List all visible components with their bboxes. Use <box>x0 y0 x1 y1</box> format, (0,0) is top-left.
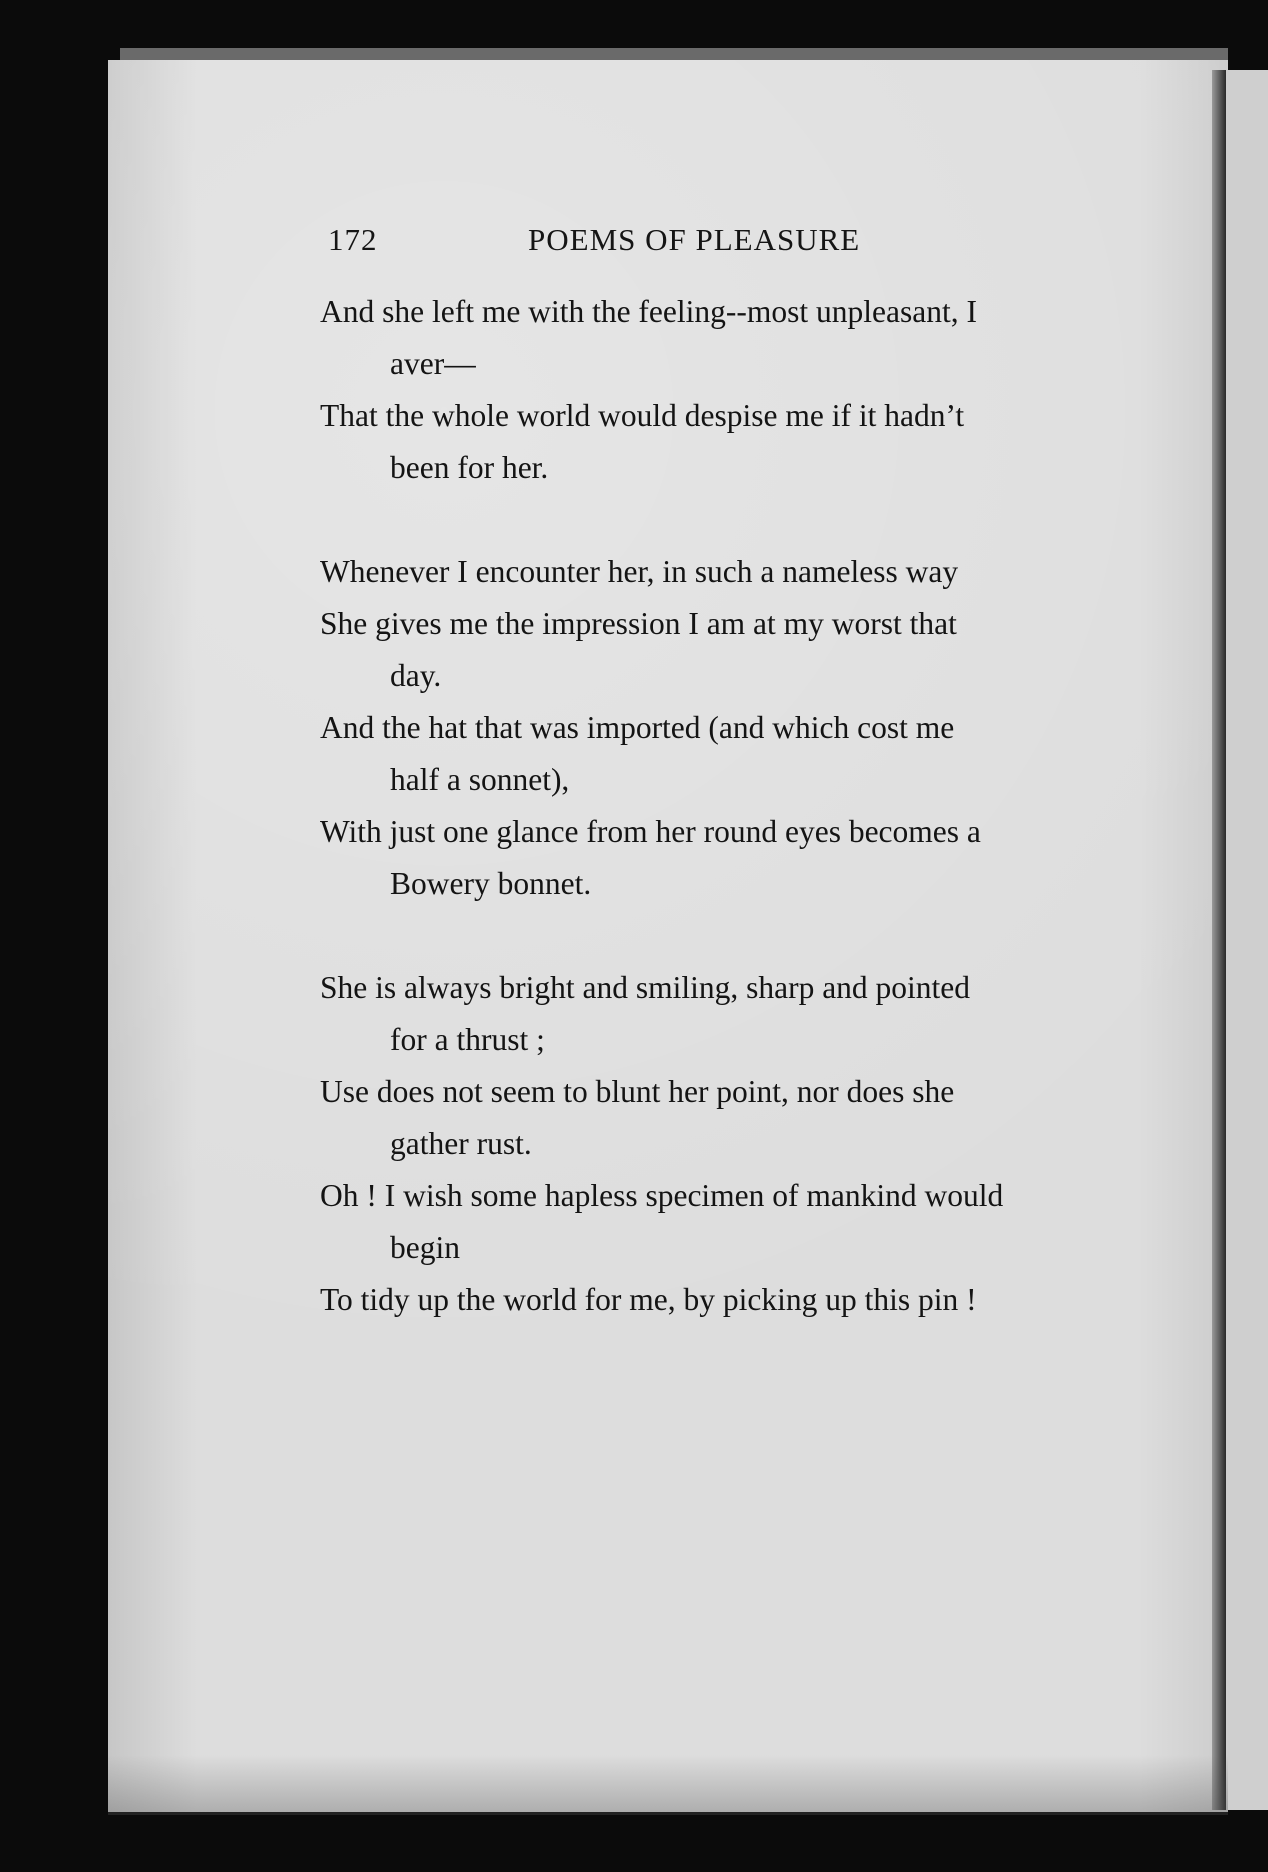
verse-line-continuation: gather rust. <box>390 1126 532 1161</box>
verse-line-continuation: Bowery bonnet. <box>390 866 592 901</box>
stanza <box>320 286 1120 494</box>
verse-line-continuation: aver— <box>390 346 476 381</box>
page-number: 172 <box>328 222 378 257</box>
verse-line: That the whole world would despise me if it hadn’t <box>320 398 965 433</box>
stanza <box>320 962 1120 1326</box>
verse-line: And she left me with the feeling--most unpleasant, I <box>320 294 977 329</box>
verse-line: Whenever I encounter her, in such a nameless way <box>320 554 959 589</box>
verse-line: And the hat that was imported (and which cost me <box>320 710 955 745</box>
verse-line: Use does not seem to blunt her point, nor does she <box>320 1074 955 1109</box>
adjacent-page-edge <box>1226 70 1268 1810</box>
verse-line-continuation: half a sonnet), <box>390 762 570 797</box>
verse-line: Oh ! I wish some hapless specimen of mankind would <box>320 1178 1004 1213</box>
stanza <box>320 546 1120 910</box>
page-bottom-edge <box>108 1755 1228 1815</box>
verse-line: She is always bright and smiling, sharp and pointed <box>320 970 971 1005</box>
running-title: POEMS OF PLEASURE <box>528 222 861 257</box>
verse-line: To tidy up the world for me, by picking up this pin ! <box>320 1282 977 1317</box>
verse-line: She gives me the impression I am at my worst that <box>320 606 957 641</box>
poem-text <box>320 286 1120 1378</box>
book-gutter <box>1212 70 1226 1810</box>
verse-line-continuation: begin <box>390 1230 460 1265</box>
verse-line-continuation: been for her. <box>390 450 549 485</box>
verse-line-continuation: day. <box>390 658 442 693</box>
verse-line: With just one glance from her round eyes becomes a <box>320 814 981 849</box>
verse-line-continuation: for a thrust ; <box>390 1022 545 1057</box>
